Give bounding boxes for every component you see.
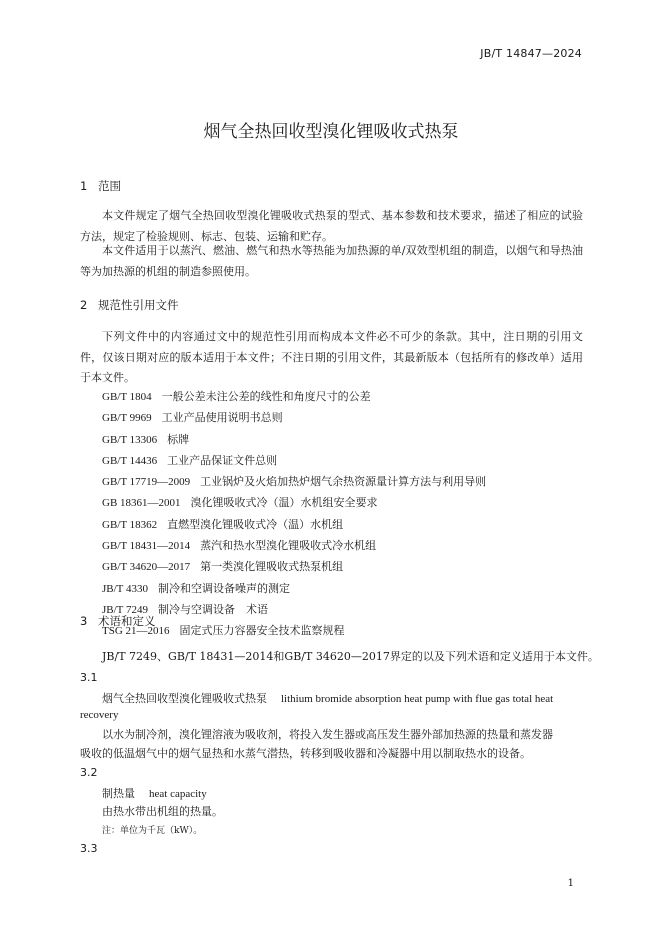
reference-code: JB/T 7249 <box>102 603 148 616</box>
term-3-2-english: heat capacity <box>149 788 207 800</box>
term-3-1-definition-line-1: 以水为制冷剂，溴化锂溶液为吸收剂，将投入发生器或高压发生器外部加热源的热量和蒸发器 <box>102 728 553 741</box>
standard-code: JB/T 14847—2024 <box>480 47 582 60</box>
clause-3-3-number: 3.3 <box>80 842 98 855</box>
reference-title: 工业锅炉及火焰加热炉烟气余热资源量计算方法与利用导则 <box>200 475 487 489</box>
reference-title: 第一类溴化锂吸收式热泵机组 <box>200 560 344 574</box>
term-3-1-english: lithium bromide absorption heat pump with flue gas total heat <box>281 693 554 705</box>
section-1-number: 1 <box>80 179 88 193</box>
section-3-title: 术语和定义 <box>98 614 156 628</box>
reference-code: GB/T 9969 <box>102 412 152 425</box>
reference-item <box>102 386 486 407</box>
reference-code: GB/T 18431—2014 <box>102 540 191 553</box>
reference-code: GB/T 13306 <box>102 433 158 446</box>
reference-title: 一般公差未注公差的线性和角度尺寸的公差 <box>161 390 371 403</box>
reference-title: 工业产品保证文件总则 <box>167 453 278 467</box>
section-2-number: 2 <box>80 298 88 312</box>
reference-code: GB/T 34620—2017 <box>102 561 191 574</box>
term-3-2 <box>102 785 207 801</box>
reference-code: GB/T 14436 <box>102 454 158 467</box>
reference-code: GB 18361—2001 <box>102 497 181 510</box>
reference-code: GB/T 17719—2009 <box>102 476 191 489</box>
section-2-title: 规范性引用文件 <box>98 298 179 312</box>
section-3-heading <box>80 613 156 629</box>
reference-item <box>102 407 486 428</box>
reference-title: 制冷和空调设备噪声的测定 <box>157 581 290 595</box>
section-1-paragraph-2: 本文件适用于以蒸汽、燃油、燃气和热水等热能为加热源的单/双效型机组的制造，以烟气和导热油等为加热源的机组的制造参照使用。 <box>80 244 583 278</box>
reference-title: 工业产品使用说明书总则 <box>161 411 283 425</box>
reference-title: 蒸汽和热水型溴化锂吸收式冷水机组 <box>200 539 377 553</box>
clause-3-2-number: 3.2 <box>80 766 98 779</box>
term-3-2-note: 注：单位为千瓦（kW）。 <box>102 826 203 836</box>
reference-item <box>102 450 486 471</box>
reference-code: JB/T 4330 <box>102 582 148 595</box>
reference-item <box>102 471 486 492</box>
reference-item <box>102 514 486 535</box>
section-1-heading <box>80 178 121 194</box>
section-1-title: 范围 <box>98 179 121 193</box>
reference-item <box>102 556 486 577</box>
reference-title: 制冷与空调设备 术语 <box>157 602 268 616</box>
reference-item <box>102 578 486 599</box>
section-3-intro: JB/T 7249、GB/T 18431—2014和GB/T 34620—2017界定的以及下列术语和定义适用于本文件。 <box>102 650 599 663</box>
document-title: 烟气全热回收型溴化锂吸收式热泵 <box>203 122 459 142</box>
clause-3-1-number: 3.1 <box>80 671 98 684</box>
normative-reference-list <box>102 386 486 642</box>
term-3-1-chinese: 烟气全热回收型溴化锂吸收式热泵 <box>102 692 267 705</box>
reference-item <box>102 492 486 513</box>
reference-item <box>102 429 486 450</box>
reference-code: TSG 21—2016 <box>102 625 170 638</box>
reference-title: 固定式压力容器安全技术监察规程 <box>179 624 345 638</box>
section-3-number: 3 <box>80 614 88 628</box>
reference-title: 溴化锂吸收式冷（温）水机组安全要求 <box>190 496 378 510</box>
reference-title: 直燃型溴化锂吸收式冷（温）水机组 <box>167 517 344 531</box>
section-2-heading <box>80 297 179 313</box>
section-1-paragraph-1: 本文件规定了烟气全热回收型溴化锂吸收式热泵的型式、基本参数和技术要求，描述了相应的试验方法，规定了检验规则、标志、包装、运输和贮存。 <box>80 209 583 243</box>
reference-title: 标牌 <box>167 432 190 446</box>
reference-item <box>102 535 486 556</box>
term-3-2-definition: 由热水带出机组的热量。 <box>102 805 223 818</box>
term-3-2-chinese: 制热量 <box>102 787 135 800</box>
reference-item <box>102 620 486 641</box>
reference-item <box>102 599 486 620</box>
section-2-paragraph: 下列文件中的内容通过文中的规范性引用而构成本文件必不可少的条款。其中，注日期的引用文件，仅该日期对应的版本适用于本文件；不注日期的引用文件，其最新版本（包括所有的修改单）适用于本文件。 <box>80 330 583 384</box>
term-3-1-definition-line-2: 吸收的低温烟气中的烟气显热和水蒸气潜热，转移到吸收器和冷凝器中用以制取热水的设备。 <box>80 747 531 760</box>
page-number: 1 <box>567 878 574 889</box>
reference-code: GB/T 1804 <box>102 391 152 403</box>
reference-code: GB/T 18362 <box>102 518 158 531</box>
term-3-1-english-continued: recovery <box>80 709 119 721</box>
term-3-1 <box>102 690 553 706</box>
